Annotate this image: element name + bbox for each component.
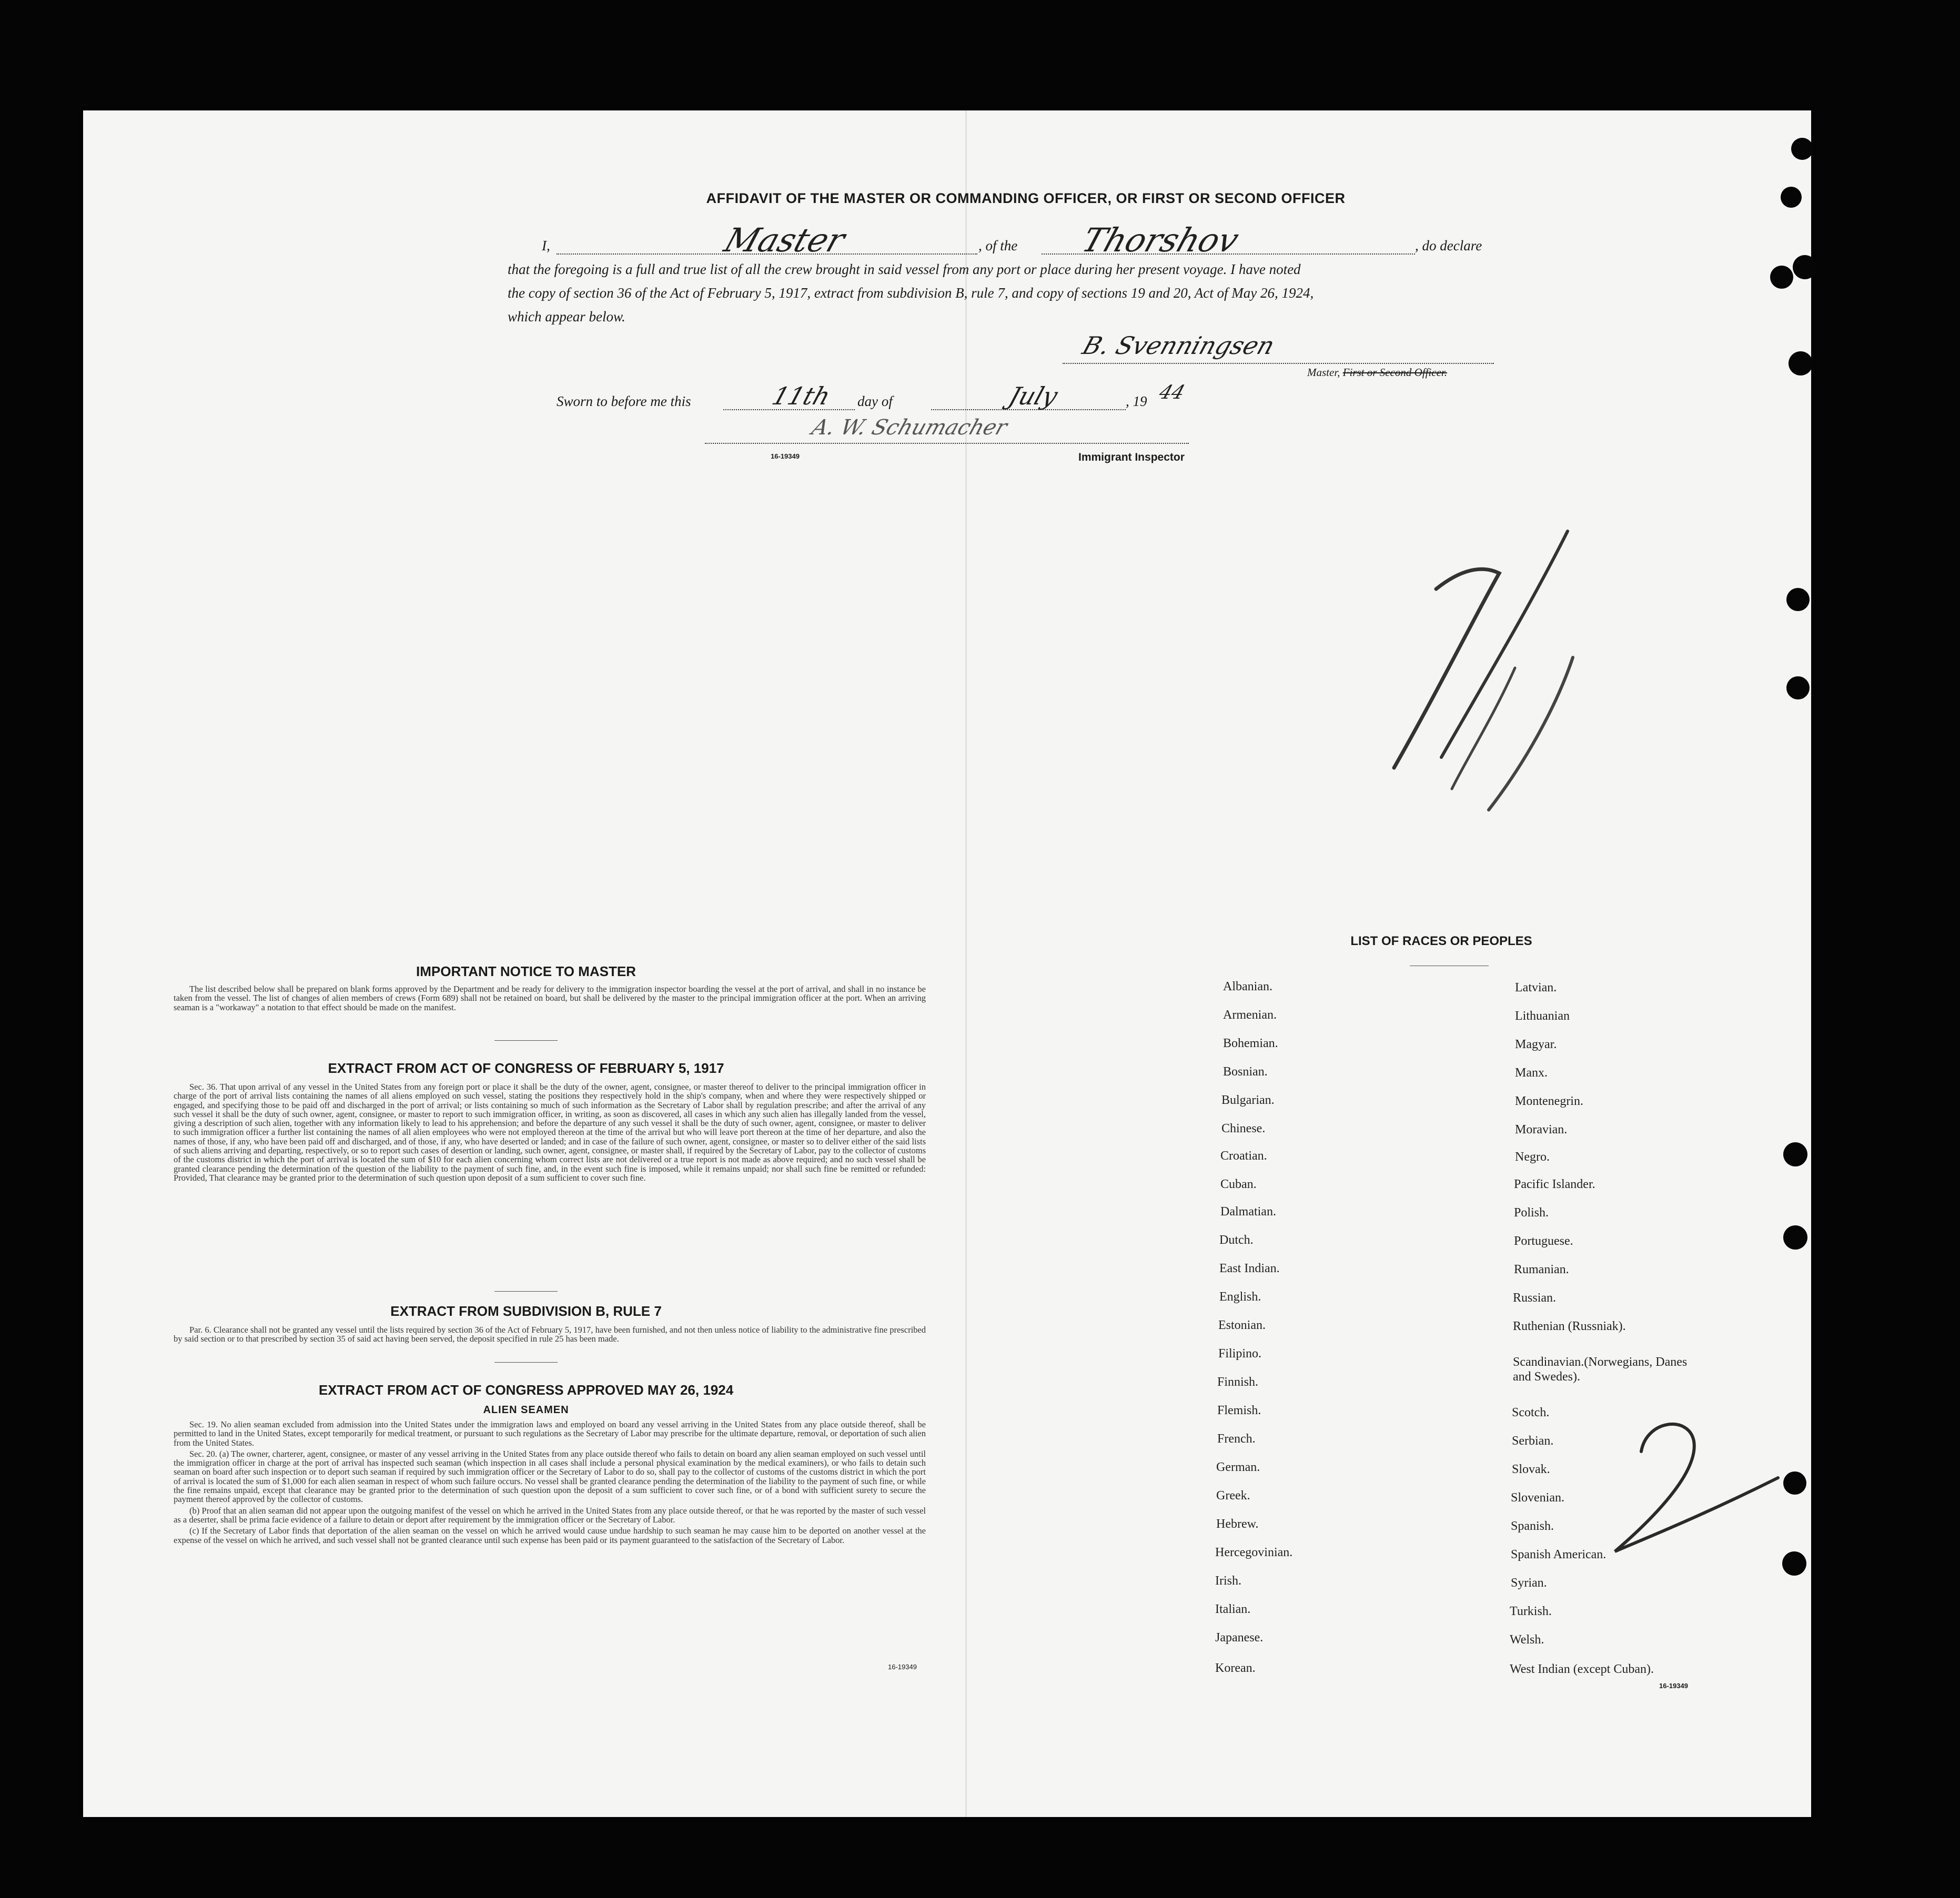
race-item: Armenian.	[1223, 1008, 1277, 1022]
race-item: Magyar.	[1515, 1038, 1557, 1051]
race-item: Albanian.	[1223, 980, 1272, 993]
race-item: Dalmatian.	[1220, 1205, 1276, 1219]
race-item: Latvian.	[1515, 981, 1557, 994]
affidavit-line2: that the foregoing is a full and true list of all the crew brought in said vessel from any port or place during her present voyage. I have noted	[508, 261, 1301, 277]
race-item: Polish.	[1514, 1206, 1549, 1220]
punch-hole	[1781, 187, 1802, 208]
race-item: Russian.	[1513, 1291, 1557, 1305]
race-item: Slovenian.	[1511, 1491, 1564, 1505]
race-item: Negro.	[1515, 1150, 1550, 1164]
handwritten-number-mark	[1589, 1409, 1789, 1567]
race-item: English.	[1219, 1290, 1261, 1304]
sworn-prefix: Sworn to before me this	[557, 393, 691, 409]
notice-body	[174, 984, 926, 1032]
inspector-signature: A. W. Schumacher	[809, 415, 1011, 440]
race-item: Rumanian.	[1514, 1263, 1569, 1276]
punch-hole	[1791, 138, 1813, 160]
race-item: Ruthenian (Russniak).	[1513, 1320, 1626, 1333]
notice-paragraph: The list described below shall be prepared on blank forms approved by the Department and be ready for delivery to the immigration inspector boarding the vessel at the port of arrival, and shall in no instance be taken from the vessel. The list of changes of alien members of crews (Form 689) shall not be retained on board, but shall be delivered by the master to the principal immigration officer at the port. When an arriving seaman is a "workaway" a notation to that effect should be made on the manifest.	[174, 984, 926, 1012]
extract-1917-paragraph: Sec. 36. That upon arrival of any vessel in the United States from any foreign port or place it shall be the duty of the owner, agent, consignee, or master thereof to deliver to the principal immigration officer in charge of the port of arrival lists containing the names of all aliens employed on such vessel, stating the positions they respectively hold in the ship's company, when and where they were respectively shipped or engaged, and specifying those to be paid off and discharged in the port of arrival; or lists containing so much of such information as the Secretary of Labor shall by regulation prescribe; and after the arrival of any such vessel it shall be the duty of such owner, agent, consignee, or master to report to such immigration officer, in writing, as soon as discovered, all cases in which any such alien has illegally landed from the vessel, giving a description of such alien, together with any information likely to lead to his apprehension; and before the departure of any such vessel it shall be the duty of such owner, agent, consignee, or master to deliver to such immigration officer a further list containing the names of all alien employees who were not employed thereon at the time of the arrival but who will leave port thereon at the time of her departure, and also the names of those, if any, who have been paid off and discharged, and of those, if any, who have deserted or landed; and in case of the failure of such owner, agent, consignee, or master so to deliver either of the said lists of such aliens arriving and departing, respectively, or so to report such cases of desertion or landing, such owner, agent, consignee, or master shall, if required by the Secretary of Labor, pay to the collector of customs of the customs district in which the port of arrival is located the sum of $10 for each alien concerning whom correct lists are not delivered or a true report is not made as above required; and no such vessel shall be granted clearance pending the determination of the question of the liability to the payment of such fine, and, in the event such fine is imposed, while it remains unpaid; nor shall such fine be remitted or refunded: Provided, That clearance may be granted prior to the determination of such question upon deposit of a sum sufficient to cover such fine.	[174, 1082, 926, 1183]
race-item: Greek.	[1216, 1489, 1250, 1503]
inspector-label: Immigrant Inspector	[1078, 451, 1185, 463]
punch-hole	[1786, 676, 1810, 699]
divider	[494, 1362, 558, 1363]
sworn-day: 11th	[769, 382, 834, 410]
punch-hole	[1770, 266, 1793, 289]
punch-hole	[1783, 1142, 1807, 1166]
race-item: Montenegrin.	[1515, 1094, 1583, 1108]
divider	[494, 1291, 558, 1292]
punch-hole	[1786, 588, 1810, 611]
punch-hole	[1783, 1225, 1807, 1250]
race-item: Estonian.	[1218, 1318, 1266, 1332]
race-item: Hebrew.	[1216, 1517, 1259, 1531]
signature-line	[1063, 363, 1494, 364]
affidavit-line1-prefix: I,	[542, 238, 550, 253]
divider	[494, 1040, 558, 1041]
affidavit-line4: which appear below.	[508, 309, 625, 324]
punch-hole	[1789, 351, 1813, 375]
race-item: Hercegovinian.	[1215, 1546, 1293, 1559]
race-item: Spanish American.	[1511, 1548, 1607, 1561]
handwritten-margin-mark	[1357, 515, 1599, 841]
affidavit-line3: the copy of section 36 of the Act of February 5, 1917, extract from subdivision B, rule 7, and copy of sections 19 and 20, Act of May 26, 1924,	[508, 285, 1314, 301]
race-item: Croatian.	[1220, 1149, 1267, 1163]
race-item: Slovak.	[1512, 1463, 1550, 1476]
race-item: Scandinavian.(Norwegians, Danes and Swedes).	[1513, 1355, 1688, 1384]
races-title: LIST OF RACES OR PEOPLES	[1350, 934, 1532, 948]
race-item: French.	[1217, 1432, 1256, 1446]
extract-1924-title: EXTRACT FROM ACT OF CONGRESS APPROVED MAY 26, 1924	[318, 1382, 734, 1398]
sworn-month: July	[1005, 382, 1062, 410]
race-item: Spanish.	[1511, 1519, 1554, 1533]
race-item: Chinese.	[1221, 1122, 1266, 1135]
extract-1917-title: EXTRACT FROM ACT OF CONGRESS OF FEBRUARY 5, 1917	[328, 1060, 724, 1076]
sworn-year-prefix: , 19	[1126, 393, 1147, 409]
race-item: Irish.	[1215, 1574, 1241, 1588]
master-signature: B. Svenningsen	[1079, 331, 1279, 360]
race-item: Dutch.	[1219, 1233, 1254, 1247]
race-item: Korean.	[1215, 1661, 1256, 1675]
sec19-paragraph: Sec. 19. No alien seaman excluded from admission into the United States under the immigration laws and employed on board any vessel arriving in the United States from any place outside thereof, shall be permitted to land in the United States, except temporarily for medical treatment, or pursuant to such regulations as the Secretary of Labor may prescribe for the ultimate departure, removal, or deportation of such alien from the United States.	[174, 1420, 926, 1448]
race-item: Bosnian.	[1223, 1065, 1268, 1079]
signer-role	[1307, 366, 1447, 379]
race-item: Pacific Islander.	[1514, 1178, 1595, 1191]
sworn-day-label: day of	[857, 393, 893, 409]
rule7-paragraph: Par. 6. Clearance shall not be granted any vessel until the lists required by section 36 of the Act of February 5, 1917, have been furnished, and not then unless notice of liability to the administrative fine prescribed by said section or to that prescribed by section 35 of said act having been served, the deposit specified in rule 25 has been made.	[174, 1325, 926, 1344]
race-item: Portuguese.	[1514, 1234, 1573, 1248]
signer-role-struck: First or Second Officer.	[1342, 366, 1447, 379]
extract-1924-subtitle: ALIEN SEAMEN	[483, 1404, 569, 1416]
signer-role-label: Master,	[1307, 366, 1340, 379]
race-item: East Indian.	[1219, 1262, 1280, 1275]
race-item: Manx.	[1515, 1066, 1548, 1080]
race-item: Bulgarian.	[1221, 1093, 1275, 1107]
race-item: West Indian (except Cuban).	[1510, 1662, 1654, 1676]
sec20a-paragraph: Sec. 20. (a) The owner, charterer, agent, consignee, or master of any vessel arriving in the United States from any place outside thereof who fails to detain on board any alien seaman employed on such vessel until the immigration officer in charge at the port of arrival has inspected such seaman (which inspection in all cases shall include a personal physical examination by the medical examiners), or who fails to detain such seaman on board after such inspection or to deport such seaman if required by such immigration officer or the Secretary of Labor to do so, shall pay to the collector of customs of the customs district in which the port of arrival is located the sum of $1,000 for each alien seaman in respect of whom such failure occurs. No vessel shall be granted clearance pending the determination of the liability to the payment of such fine, or while the fine remains unpaid, except that clearance may be granted prior to the determination of such question upon the deposit of a sum sufficient to cover such fine, or of a bond with sufficient surety to secure the payment thereof approved by the collector of customs.	[174, 1448, 926, 1505]
race-item: Turkish.	[1510, 1605, 1552, 1618]
sec20b-paragraph: (b) Proof that an alien seaman did not appear upon the outgoing manifest of the vessel on which he arrived in the United States from any place outside thereof, or that he was reported by the master of such vessel as a deserter, shall be prima facie evidence of a failure to detain or deport after requirement by the immigration officer or the Secretary of Labor.	[174, 1505, 926, 1525]
races-form-number: 16-19349	[1659, 1682, 1688, 1690]
extract-1924-body	[174, 1420, 926, 1656]
race-item: German.	[1216, 1460, 1260, 1474]
paper-fold	[965, 110, 967, 1817]
affidavit-line1-suffix: , do declare	[1415, 238, 1482, 253]
race-item: Cuban.	[1220, 1178, 1257, 1191]
race-item: Bohemian.	[1223, 1037, 1278, 1050]
race-item: Filipino.	[1218, 1347, 1262, 1361]
inspector-line	[705, 443, 1189, 444]
notice-title: IMPORTANT NOTICE TO MASTER	[416, 963, 636, 979]
rule7-body	[174, 1325, 926, 1355]
form-number: 16-19349	[771, 452, 800, 460]
extract-1917-body	[174, 1082, 926, 1293]
affidavit-title: AFFIDAVIT OF THE MASTER OR COMMANDING OFFICER, OR FIRST OR SECOND OFFICER	[706, 190, 1346, 206]
race-item: Flemish.	[1217, 1404, 1261, 1417]
race-item: Lithuanian	[1515, 1009, 1570, 1023]
affidavit-line1-mid: , of the	[978, 238, 1018, 253]
race-item: Japanese.	[1215, 1631, 1264, 1645]
sec20c-paragraph: (c) If the Secretary of Labor finds that deportation of the alien seaman on the vessel on which he arrived would cause undue hardship to such seaman he may cause him to be deported on another vessel at the expense of the vessel on which he arrived, and such vessel shall not be granted clearance until such expense has been paid or its payment guaranteed to the satisfaction of the Secretary of Labor.	[174, 1526, 926, 1545]
extract-form-number: 16-19349	[888, 1663, 917, 1671]
margin-mark-value	[1394, 820, 1395, 821]
handwritten-role: Master	[720, 221, 850, 259]
race-item: Scotch.	[1512, 1406, 1550, 1419]
sworn-year: 44	[1156, 382, 1188, 403]
race-item: Italian.	[1215, 1602, 1251, 1616]
race-item: Welsh.	[1510, 1633, 1544, 1647]
race-item: Syrian.	[1511, 1576, 1547, 1590]
rule7-title: EXTRACT FROM SUBDIVISION B, RULE 7	[390, 1303, 662, 1319]
punch-hole	[1793, 255, 1817, 279]
race-item: Finnish.	[1217, 1375, 1259, 1389]
race-item: Moravian.	[1515, 1123, 1568, 1136]
race-item: Serbian.	[1512, 1434, 1554, 1448]
handwritten-vessel: Thorshov	[1077, 221, 1244, 259]
